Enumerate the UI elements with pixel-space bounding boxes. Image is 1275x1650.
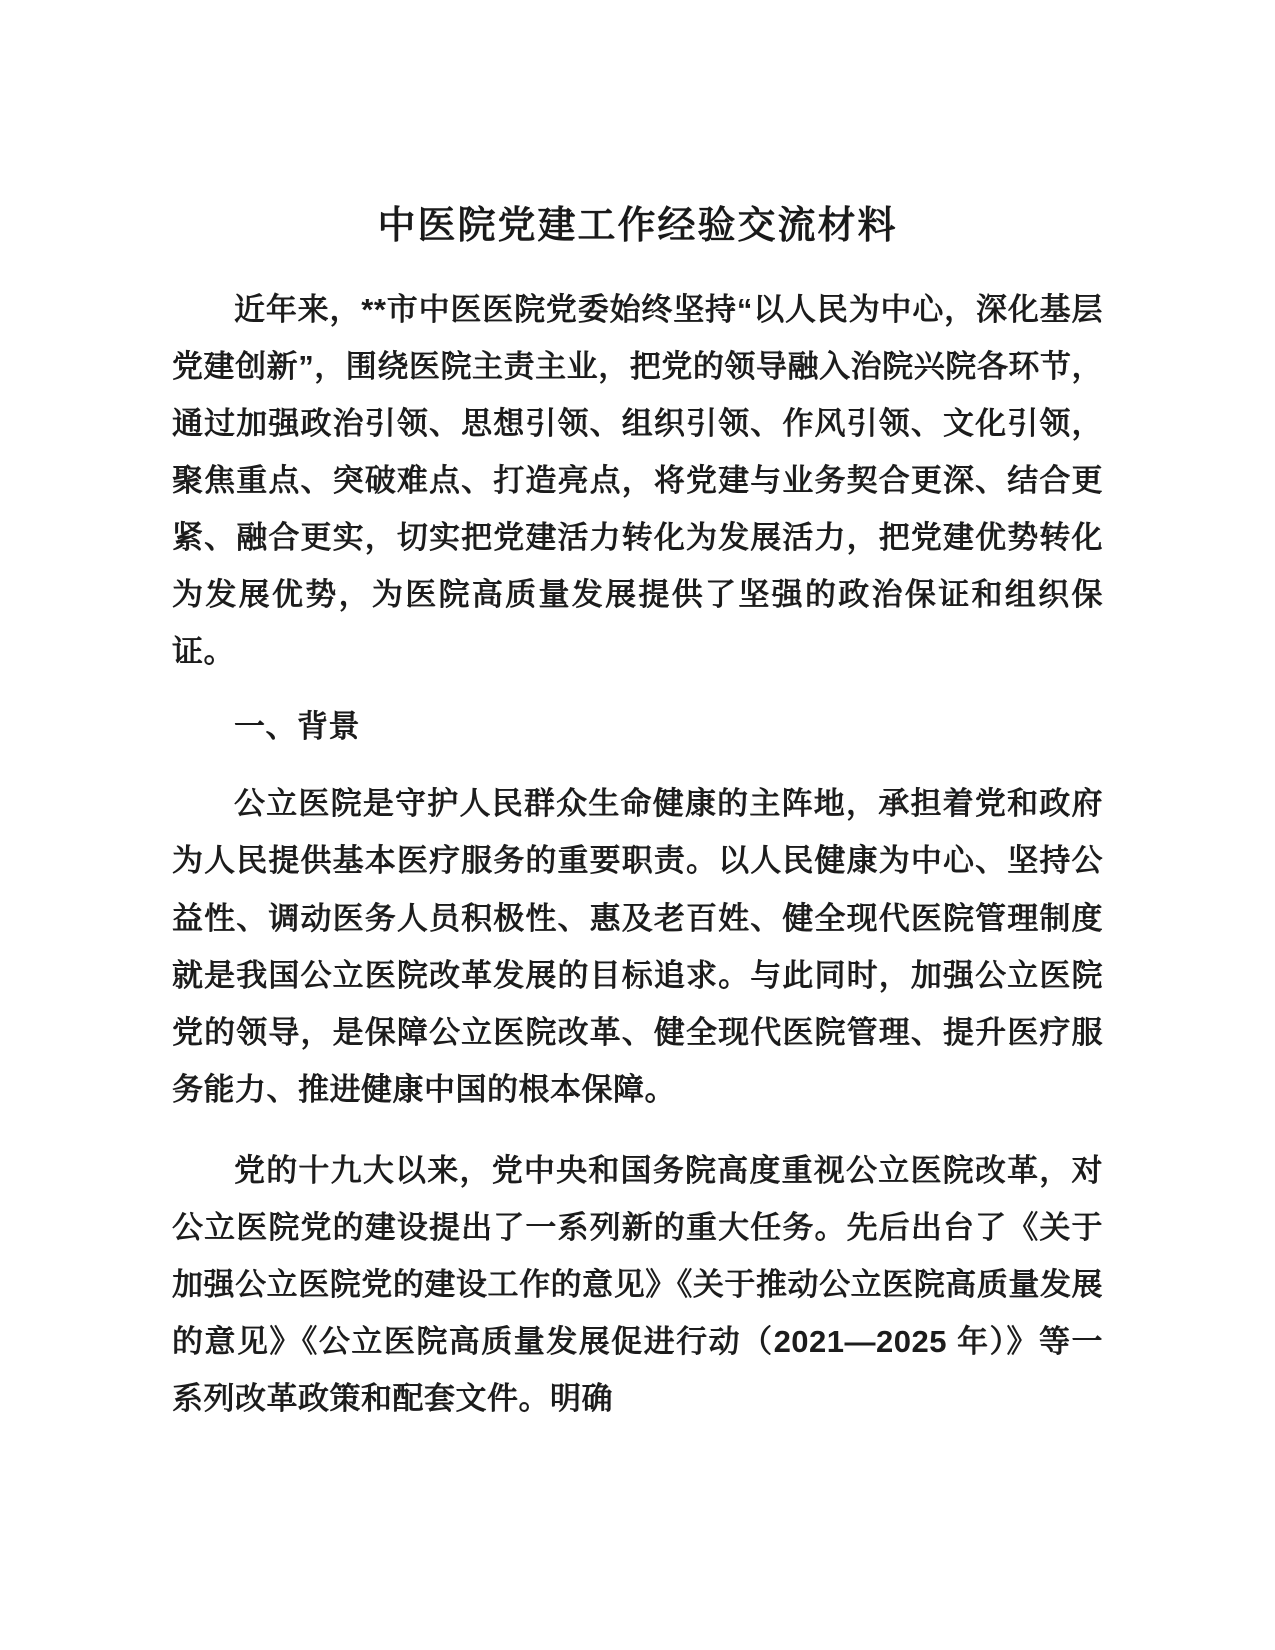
paragraph-public-hospital: 公立医院是守护人民群众生命健康的主阵地，承担着党和政府为人民提供基本医疗服务的重要职责。以人民健康为中心、坚持公益性、调动医务人员积极性、惠及老百姓、健全现代医院管理制度就是我国公立医院改革发展的目标追求。与此同时，加强公立医院党的领导，是保障公立医院改革、健全现代医院管理、提升医疗服务能力、推进健康中国的根本保障。 xyxy=(172,786,1103,1107)
document-title: 中医院党建工作经验交流材料 xyxy=(377,205,898,247)
section-heading-background: 一、背景 xyxy=(234,709,360,745)
paragraph-intro: 近年来，**市中医医院党委始终坚持“以人民为中心，深化基层党建创新”，围绕医院主责主业，把党的领导融入治院兴院各环节，通过加强政治引领、思想引领、组织引领、作风引领、文化引领，聚焦重点、突破难点、打造亮点，将党建与业务契合更深、结合更紧、融合更实，切实把党建活力转化为发展活力，把党建优势转化为发展优势，为医院高质量发展提供了坚强的政治保证和组织保证。 xyxy=(172,292,1103,670)
paragraph-19th-congress: 党的十九大以来，党中央和国务院高度重视公立医院改革，对公立医院党的建设提出了一系列新的重大任务。先后出台了《关于加强公立医院党的建设工作的意见》《关于推动公立医院高质量发展的意见》《公立医院高质量发展促进行动（2021—2025 年）》等一系列改革政策和配套文件。明确 xyxy=(172,1152,1103,1416)
